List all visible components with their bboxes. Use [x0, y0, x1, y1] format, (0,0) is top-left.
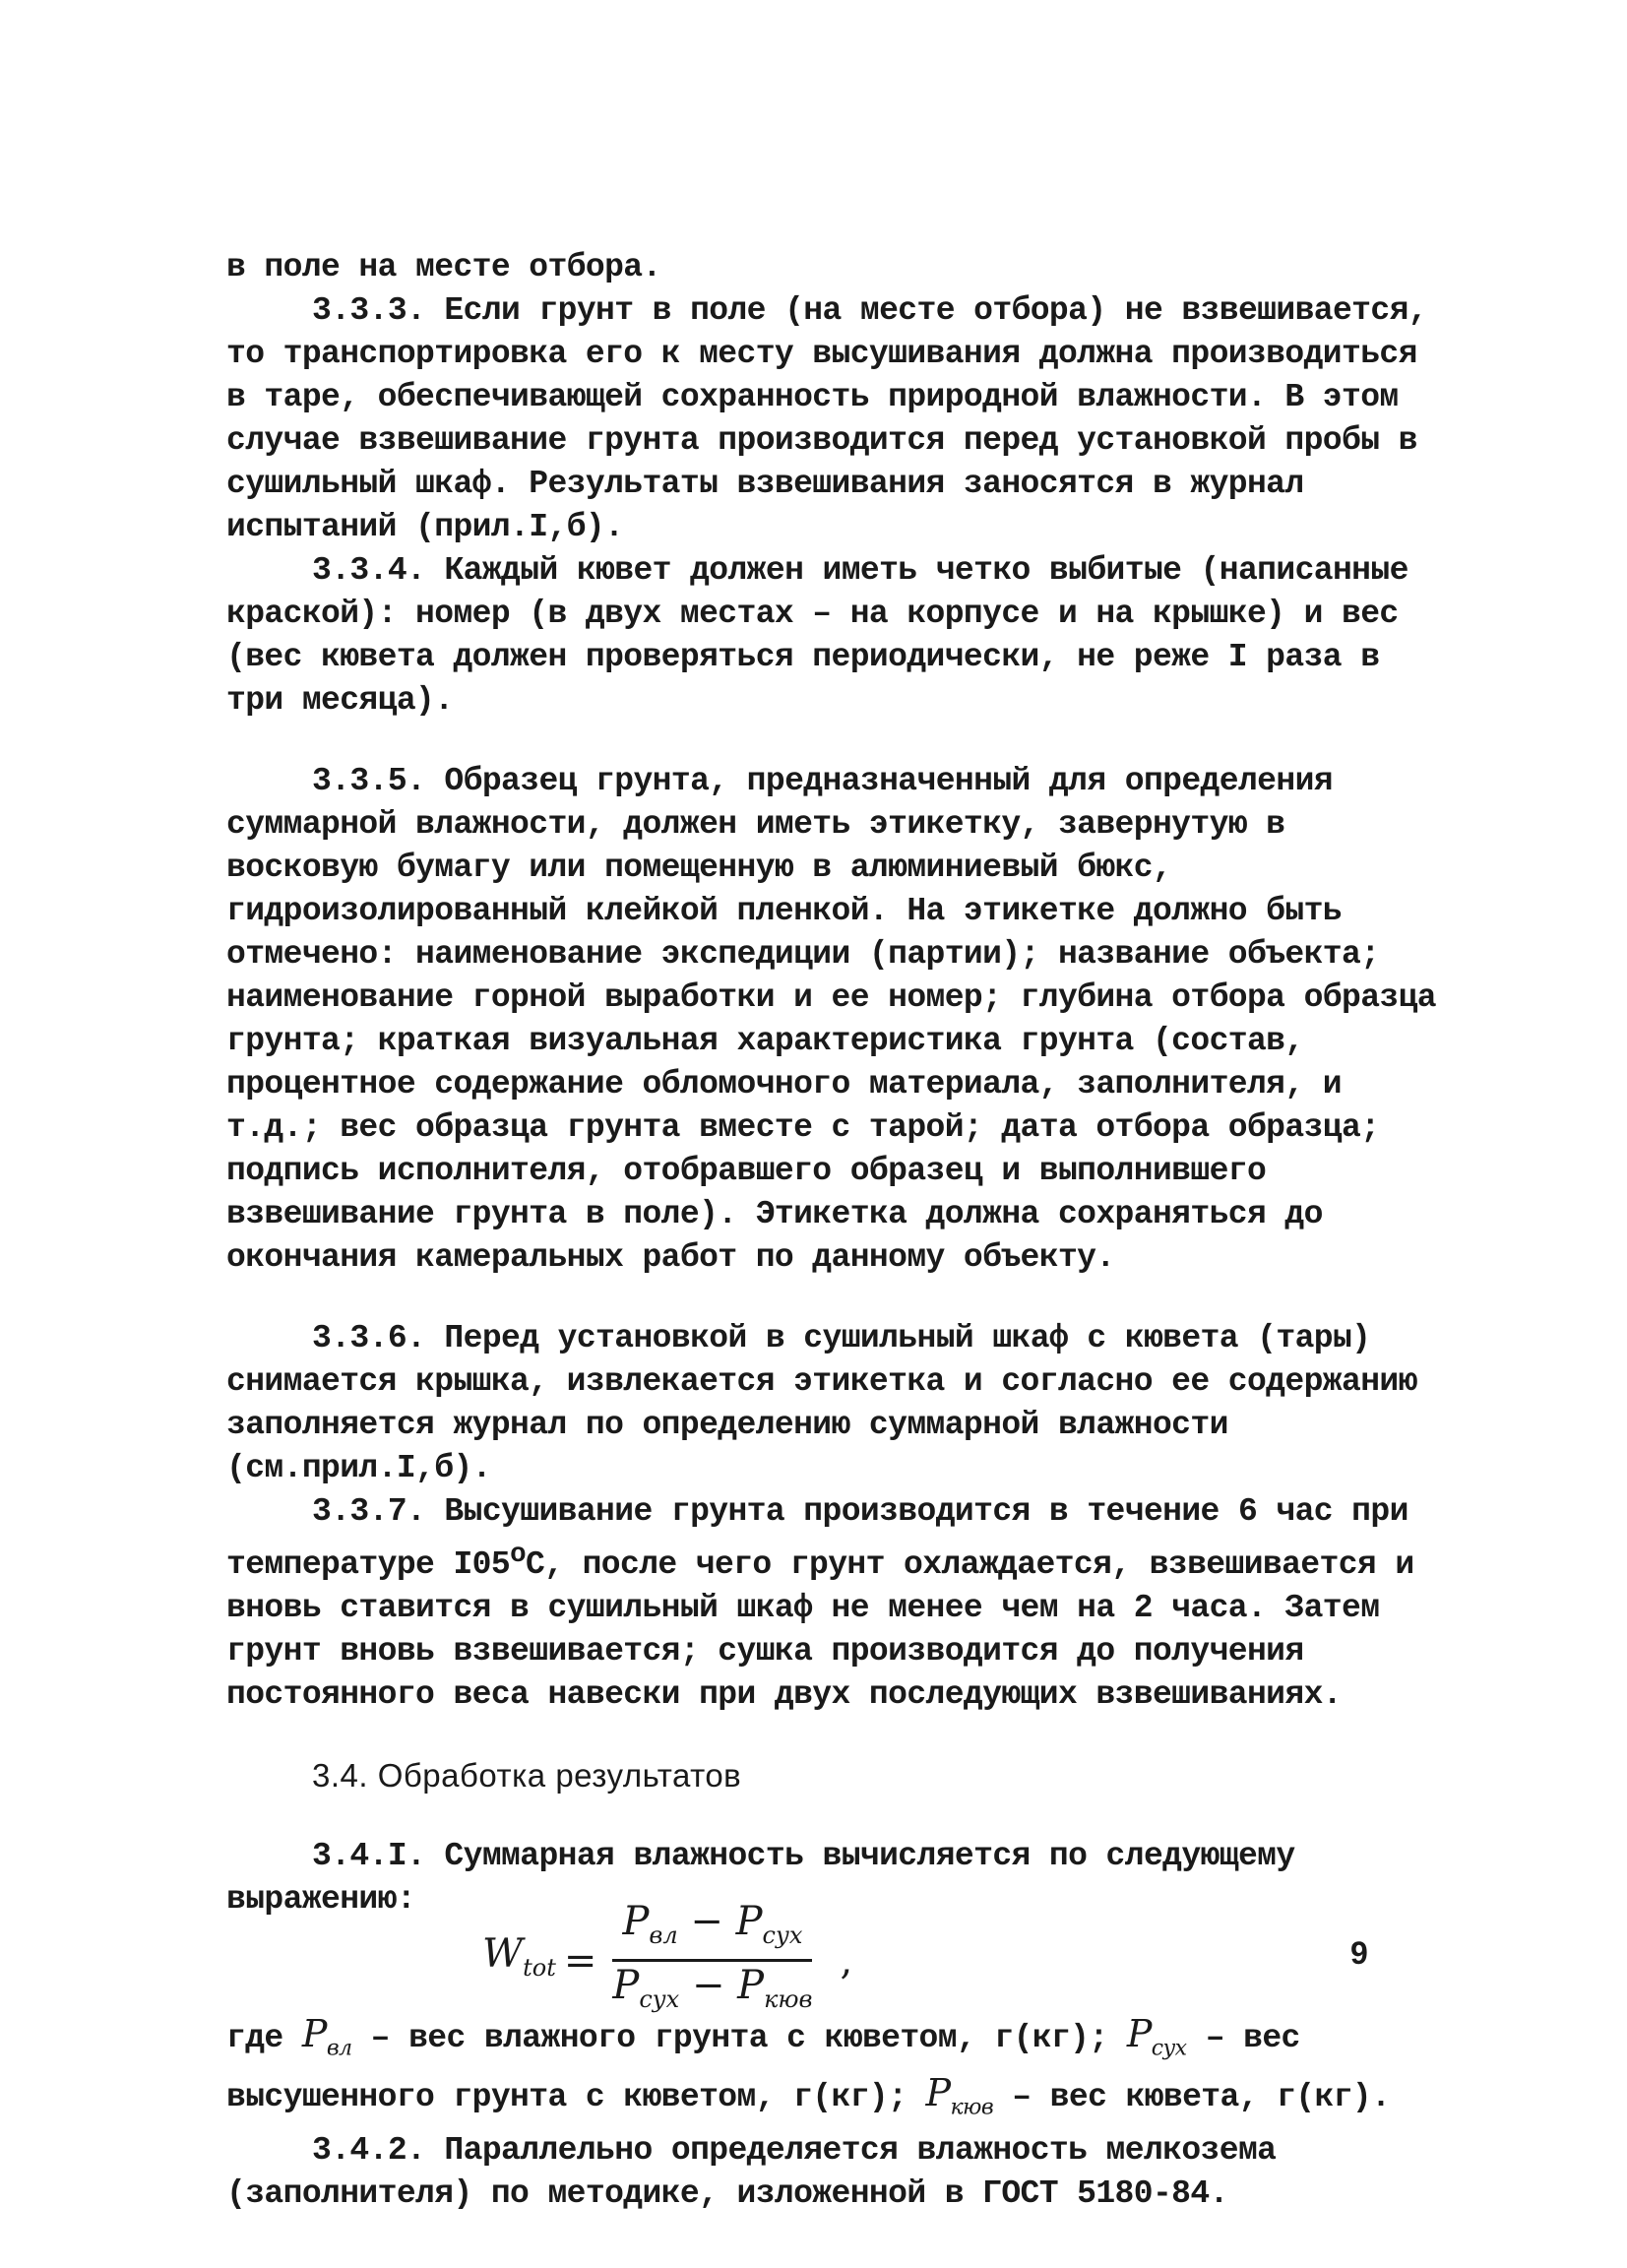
formula-legend: где $P_{вл}$ – вес влажного грунта с кюветом, г(кг); $P_{сух}$ – вес высушенного грунта с кюветом, г(кг); $P_{кюв}$ – вес кювета, г(кг). [226, 2012, 1391, 2120]
formula-denominator: $P_{сух} - P_{кюв}$ [612, 1963, 813, 2013]
degree-superscript: o [510, 1540, 526, 1570]
paragraph-3-3-7-part-a: 3.3.7. Высушивание грунта производится в течение 6 час при температуре I05 [226, 1493, 1408, 1583]
formula-lhs: $W_{tot}$ [482, 1930, 556, 1982]
formula-fraction [602, 1900, 822, 2021]
spacer [226, 1717, 1437, 1754]
formula-equals: = [563, 1937, 597, 1984]
term-cup-weight: $P_{кюв}$ [925, 2070, 994, 2120]
paragraph-3-3-7-part-b: С, после чего грунт охлаждается, взвешивается и вновь ставится в сушильный шкаф не менее чем на 2 часа. Затем грунт вновь взвешивается; сушка производится до получения постоянного веса навески при двух последующих взвешиваниях. [226, 1546, 1414, 1713]
formula-row [226, 1899, 1437, 2013]
page-number: 9 [1350, 1935, 1368, 1971]
formula-numerator: $P_{вл} - P_{сух}$ [612, 1900, 812, 1962]
paragraph-3-3-5: 3.3.5. Образец грунта, предназначенный для определения суммарной влажности, должен иметь этикетку, завернутую в восковую бумагу или помещенную в алюминиевый бюкс, гидроизолированный клейкой пленкой. На этикетке должно быть отмечено: наименование экспедиции (партии); название объекта; наименование горной выработки и ее номер; глубина отбора образца грунта; краткая визуальная характеристика грунта (состав, процентное содержание обломочного материала, заполнителя, и т.д.; вес образца грунта вместе с тарой; дата отбора образца; подпись исполнителя, отобравшего образец и выполнившего взвешивание грунта в поле). Этикетка должна сохраняться до окончания камеральных работ по данному объекту. [226, 763, 1437, 1276]
paragraph-3-3-4: 3.3.4. Каждый кювет должен иметь четко выбитые (написанные краской): номер (в двух местах – на корпусе и на крышке) и вес (вес кювета должен проверяться периодически, не реже I раза в три месяца). [226, 552, 1408, 719]
paragraph-3-3-6: 3.3.6. Перед установкой в сушильный шкаф с кювета (тары) снимается крышка, извлекается этикетка и согласно ее содержанию заполняется журнал по определению суммарной влажности (см.прил.I,б). [226, 1320, 1417, 1486]
paragraph-3-3-3: 3.3.3. Если грунт в поле (на месте отбора) не взвешивается, то транспортировка его к месту высушивания должна производиться в таре, обеспечивающей сохранность природной влажности. В этом случае взвешивание грунта производится перед установкой пробы в сушильный шкаф. Результаты взвешивания заносятся в журнал испытаний (прил.I,б). [226, 292, 1427, 545]
paragraph-3-4-1: 3.4.I. Суммарная влажность вычисляется по следующему выражению: [226, 1838, 1295, 1918]
spacer [226, 1280, 1437, 1317]
paragraph-continuation: в поле на месте отбора. [226, 249, 661, 285]
spacer [226, 723, 1437, 760]
term-dry-weight: $P_{сух}$ [1126, 2012, 1187, 2061]
section-heading-3-4: 3.4. Обработка результатов [312, 1757, 742, 1794]
spacer [226, 1797, 1437, 1835]
paragraph-3-4-2: 3.4.2. Параллельно определяется влажность мелкозема (заполнителя) по методике, изложенной в ГОСТ 5180-84. [226, 2132, 1277, 2213]
moisture-formula [482, 1900, 852, 2021]
formula-comma: , [840, 1937, 853, 1984]
document-body [226, 246, 1437, 2216]
paragraph-3-3-7 [226, 1490, 1437, 1717]
term-wet-weight: $P_{вл}$ [301, 2012, 352, 2061]
